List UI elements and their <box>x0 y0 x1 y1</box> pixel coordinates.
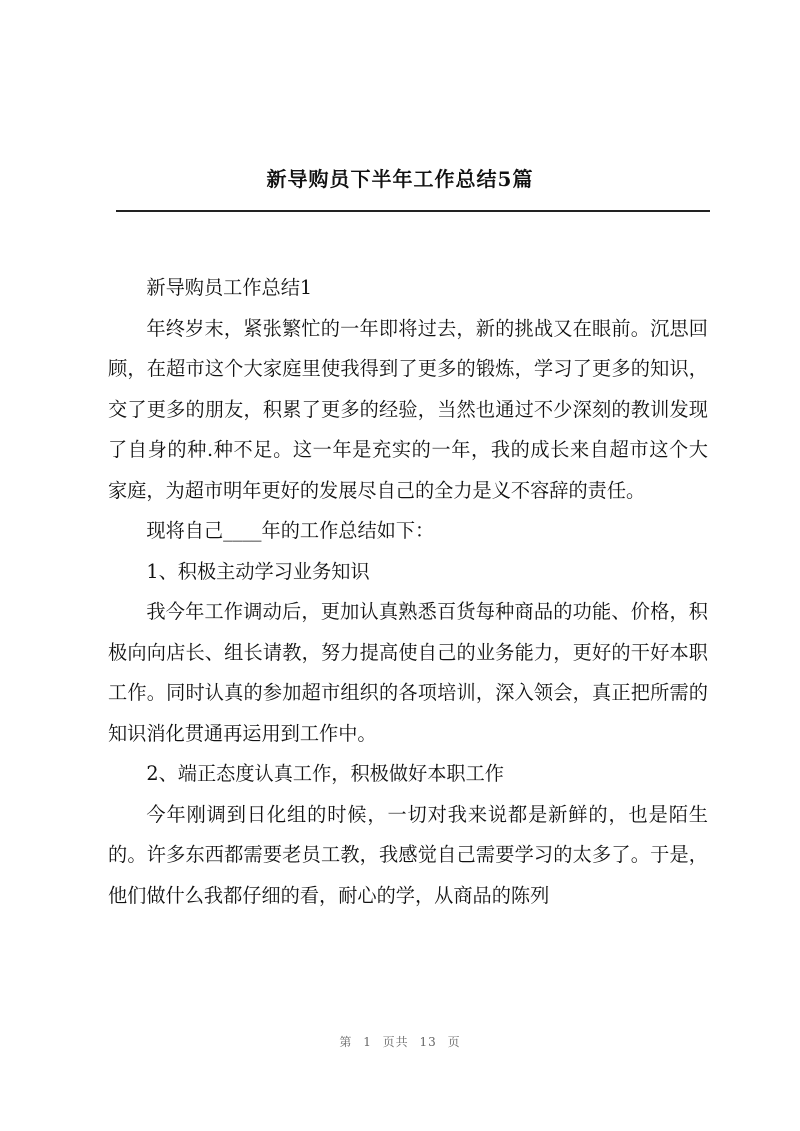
footer-prefix: 第 <box>339 1035 353 1049</box>
subheading-attitude: 2、端正态度认真工作，积极做好本职工作 <box>146 762 504 785</box>
footer-total-pages: 13 <box>419 1035 437 1049</box>
document-body <box>108 268 708 916</box>
footer-suffix: 页 <box>447 1035 461 1049</box>
section-heading: 新导购员工作总结1 <box>146 276 313 299</box>
paragraph-intro: 年终岁末，紧张繁忙的一年即将过去，新的挑战又在眼前。沉思回顾，在超市这个大家庭里使我得到了更多的锻炼，学习了更多的知识，交了更多的朋友，积累了更多的经验，当然也通过不少深刻的教训发现了自身的种.种不足。这一年是充实的一年，我的成长来自超市这个大家庭，为超市明年更好的发展尽自己的全力是义不容辞的责任。 <box>108 316 708 502</box>
paragraph-attitude: 今年刚调到日化组的时候，一切对我来说都是新鲜的，也是陌生的。许多东西都需要老员工教，我感觉自己需要学习的太多了。于是，他们做什么我都仔细的看，耐心的学，从商品的陈列 <box>108 802 708 907</box>
paragraph-summary-lead: 现将自己____年的工作总结如下： <box>146 519 435 542</box>
subheading-study: 1、积极主动学习业务知识 <box>146 559 370 583</box>
footer-middle: 页共 <box>382 1035 409 1049</box>
page-footer <box>0 1034 800 1050</box>
paragraph-study: 我今年工作调动后，更加认真熟悉百货每种商品的功能、价格，积极向向店长、组长请教，努力提高使自己的业务能力，更好的干好本职工作。同时认真的参加超市组织的各项培训，深入领会，真正把所需的知识消化贯通再运用到工作中。 <box>108 600 708 745</box>
page-title: 新导购员下半年工作总结5篇 <box>266 167 534 191</box>
title-divider <box>116 210 710 212</box>
footer-page-number: 1 <box>363 1035 372 1049</box>
